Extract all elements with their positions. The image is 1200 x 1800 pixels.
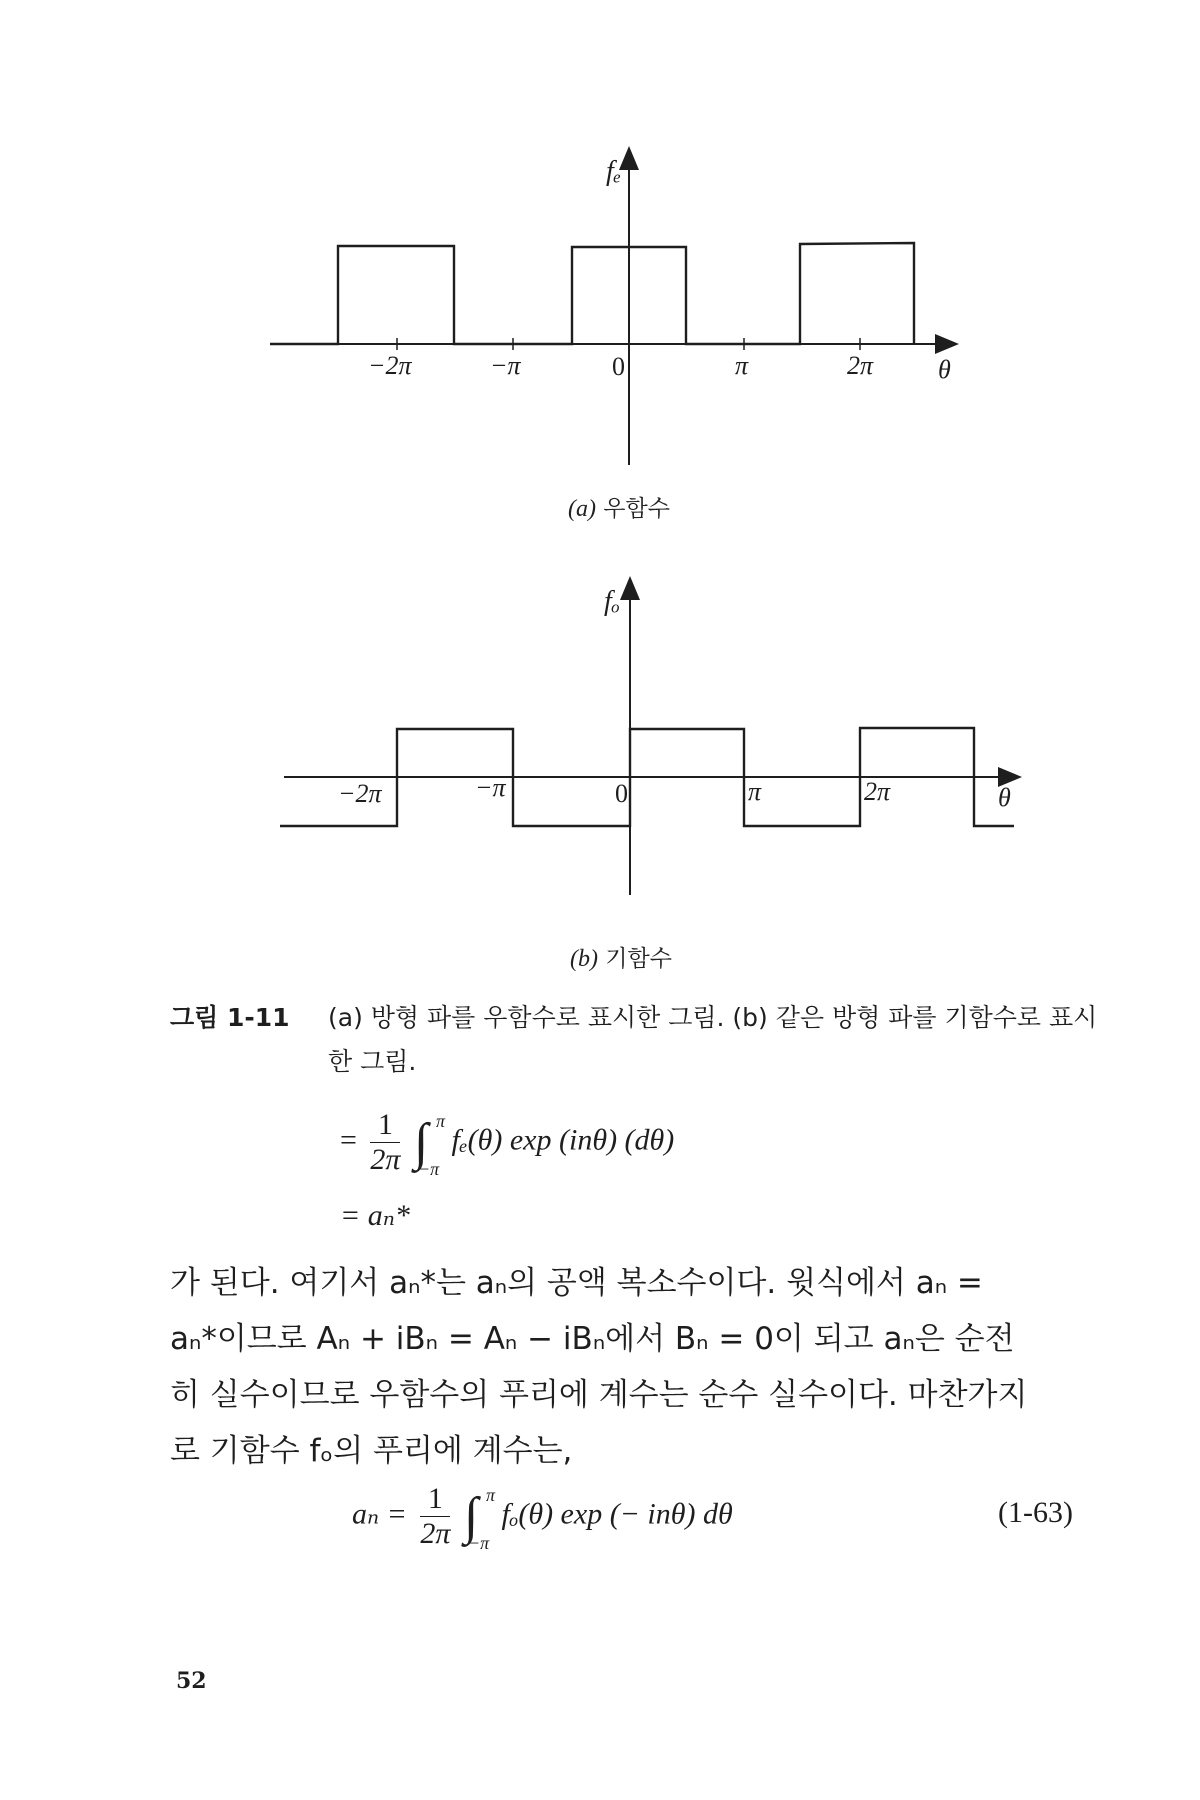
figure-b-tick-2pi: 2π [864, 777, 891, 806]
figure-b-y-label: fₒ [604, 586, 620, 617]
figure-b-sublabel: (b) 기함수 [570, 946, 672, 972]
paragraph-line-3: 히 실수이므로 우함수의 푸리에 계수는 순수 실수이다. 마찬가지 [170, 1377, 1028, 1413]
equation-1: = $\frac{1}{2\pi}$ ∫ π −π fₑ(θ) exp (inθ) (dθ) [340, 1108, 675, 1179]
paragraph-line-1: 가 된다. 여기서 aₙ*는 aₙ의 공액 복소수이다. 윗식에서 aₙ = [170, 1265, 983, 1301]
figure-b-x-label: θ [998, 783, 1011, 812]
figure-a-tick-neg2pi: −2π [368, 351, 412, 380]
figure-a-tick-zero: 0 [612, 352, 625, 381]
figure-caption-text: (a) 방형 파를 우함수로 표시한 그림. (b) 같은 방형 파를 기함수로 표시한 그림. [328, 1003, 1098, 1076]
figure-a-tick-negpi: −π [490, 351, 521, 380]
figure-a-tick-pi: π [735, 351, 749, 380]
figure-b-tick-pi: π [748, 777, 762, 806]
figure-a-x-label: θ [938, 355, 951, 384]
equation-3-number: (1-63) [998, 1496, 1073, 1529]
page-number: 52 [176, 1668, 207, 1694]
body-paragraph [170, 1255, 1080, 1479]
figure-b-tick-neg2pi: −2π [338, 779, 382, 808]
paragraph-line-2: aₙ*이므로 Aₙ + iBₙ = Aₙ − iBₙ에서 Bₙ = 0이 되고 aₙ은 순전 [170, 1321, 1015, 1357]
figure-b-tick-zero: 0 [615, 779, 628, 808]
figure-a-y-label: fₑ [606, 156, 622, 187]
paragraph-line-4: 로 기함수 fₒ의 푸리에 계수는, [170, 1433, 573, 1469]
figure-a-tick-2pi: 2π [847, 351, 874, 380]
figure-b-tick-negpi: −π [475, 773, 506, 802]
figure-a-sublabel: (a) 우함수 [568, 496, 670, 522]
equation-3: aₙ = $\frac{1}{2\pi}$ ∫ π −π fₒ(θ) exp (− inθ) dθ [352, 1482, 733, 1553]
figure-caption-label: 그림 1-11 [170, 1003, 290, 1032]
equation-2: = aₙ* [340, 1199, 410, 1232]
